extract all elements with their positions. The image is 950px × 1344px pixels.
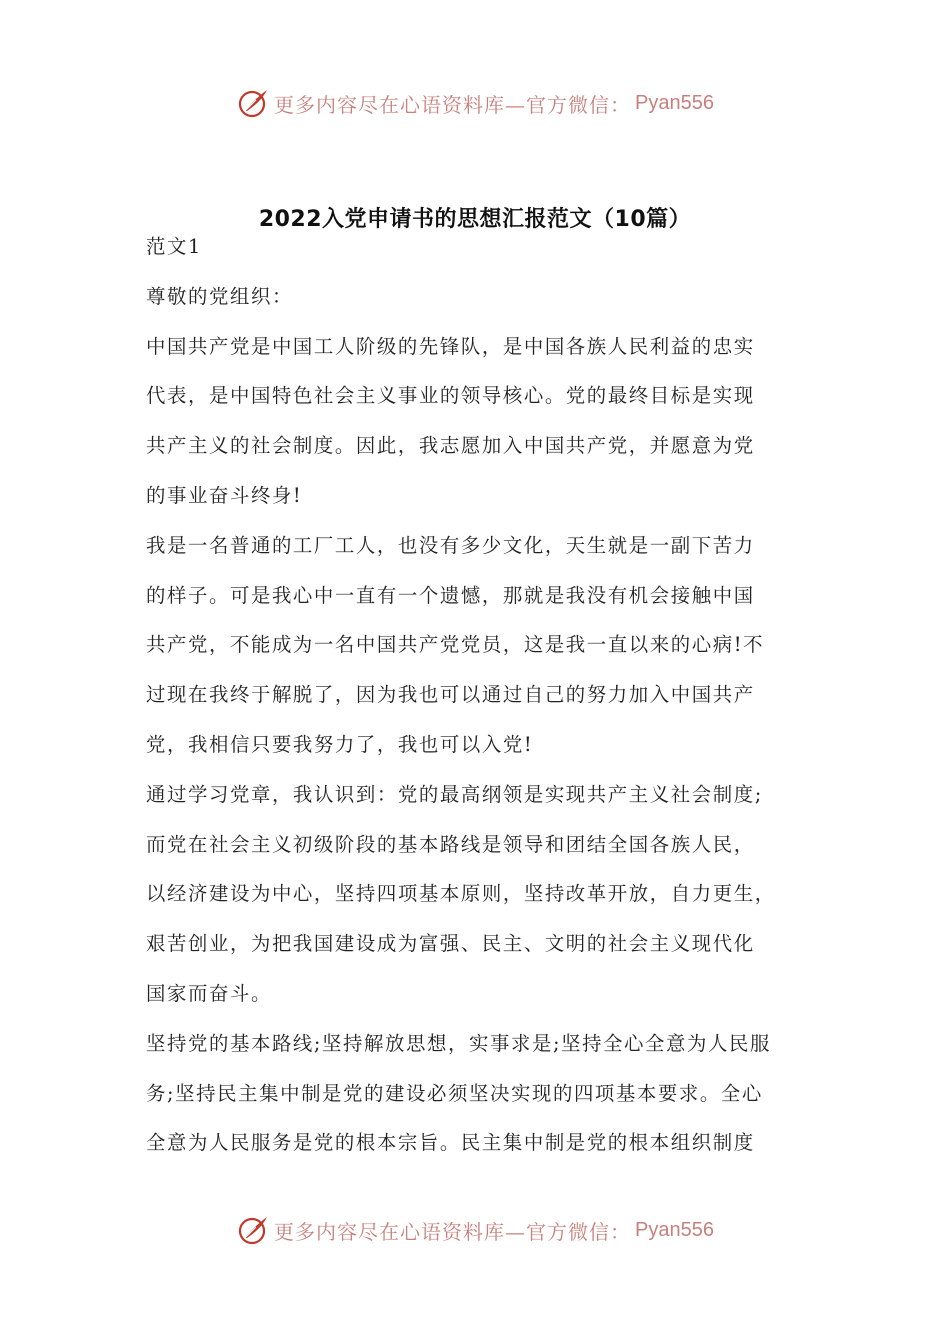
body-line: 以经济建设为中心，坚持四项基本原则，坚持改革开放，自力更生， bbox=[146, 882, 776, 906]
body-line: 的事业奋斗终身! bbox=[146, 483, 303, 507]
body-line: 共产主义的社会制度。因此，我志愿加入中国共产党，并愿意为党 bbox=[146, 434, 755, 458]
body-line: 我是一名普通的工厂工人，也没有多少文化，天生就是一副下苦力 bbox=[146, 533, 755, 557]
banner-promo-text: 更多内容尽在心语资料库—官方微信： bbox=[274, 1219, 632, 1244]
header-banner bbox=[0, 80, 950, 126]
body-line: 务;坚持民主集中制是党的建设必须坚决实现的四项基本要求。全心 bbox=[146, 1081, 763, 1105]
body-line: 而党在社会主义初级阶段的基本路线是领导和团结全国各族人民， bbox=[146, 832, 755, 856]
body-line: 的样子。可是我心中一直有一个遗憾，那就是我没有机会接触中国 bbox=[146, 583, 755, 607]
body-line: 共产党，不能成为一名中国共产党党员，这是我一直以来的心病!不 bbox=[146, 633, 765, 657]
banner-promo-text: 更多内容尽在心语资料库—官方微信： bbox=[274, 92, 632, 117]
body-line: 全意为人民服务是党的根本宗旨。民主集中制是党的根本组织制度 bbox=[146, 1131, 755, 1155]
body-line: 过现在我终于解脱了，因为我也可以通过自己的努力加入中国共产 bbox=[146, 683, 755, 707]
quill-pen-circle-icon bbox=[236, 86, 270, 120]
body-line: 代表，是中国特色社会主义事业的领导核心。党的最终目标是实现 bbox=[146, 384, 755, 408]
body-line: 党，我相信只要我努力了，我也可以入党! bbox=[146, 732, 534, 756]
body-line: 国家而奋斗。 bbox=[146, 981, 272, 1005]
quill-pen-circle-icon bbox=[236, 1213, 270, 1247]
body-line: 中国共产党是中国工人阶级的先锋队，是中国各族人民利益的忠实 bbox=[146, 334, 755, 358]
body-line: 范文1 bbox=[146, 235, 202, 258]
document-title: 2022入党申请书的思想汇报范文（10篇） bbox=[258, 207, 692, 232]
document-body bbox=[146, 222, 808, 1168]
body-line: 坚持党的基本路线;坚持解放思想，实事求是;坚持全心全意为人民服 bbox=[146, 1031, 771, 1055]
footer-banner bbox=[0, 1207, 950, 1253]
body-line: 通过学习党章，我认识到：党的最高纲领是实现共产主义社会制度; bbox=[146, 782, 763, 806]
banner-wechat-handle: Pyan556 bbox=[635, 1218, 714, 1241]
banner-wechat-handle: Pyan556 bbox=[635, 91, 714, 114]
body-line: 艰苦创业，为把我国建设成为富强、民主、文明的社会主义现代化 bbox=[146, 932, 755, 956]
body-line: 尊敬的党组织： bbox=[146, 284, 293, 308]
